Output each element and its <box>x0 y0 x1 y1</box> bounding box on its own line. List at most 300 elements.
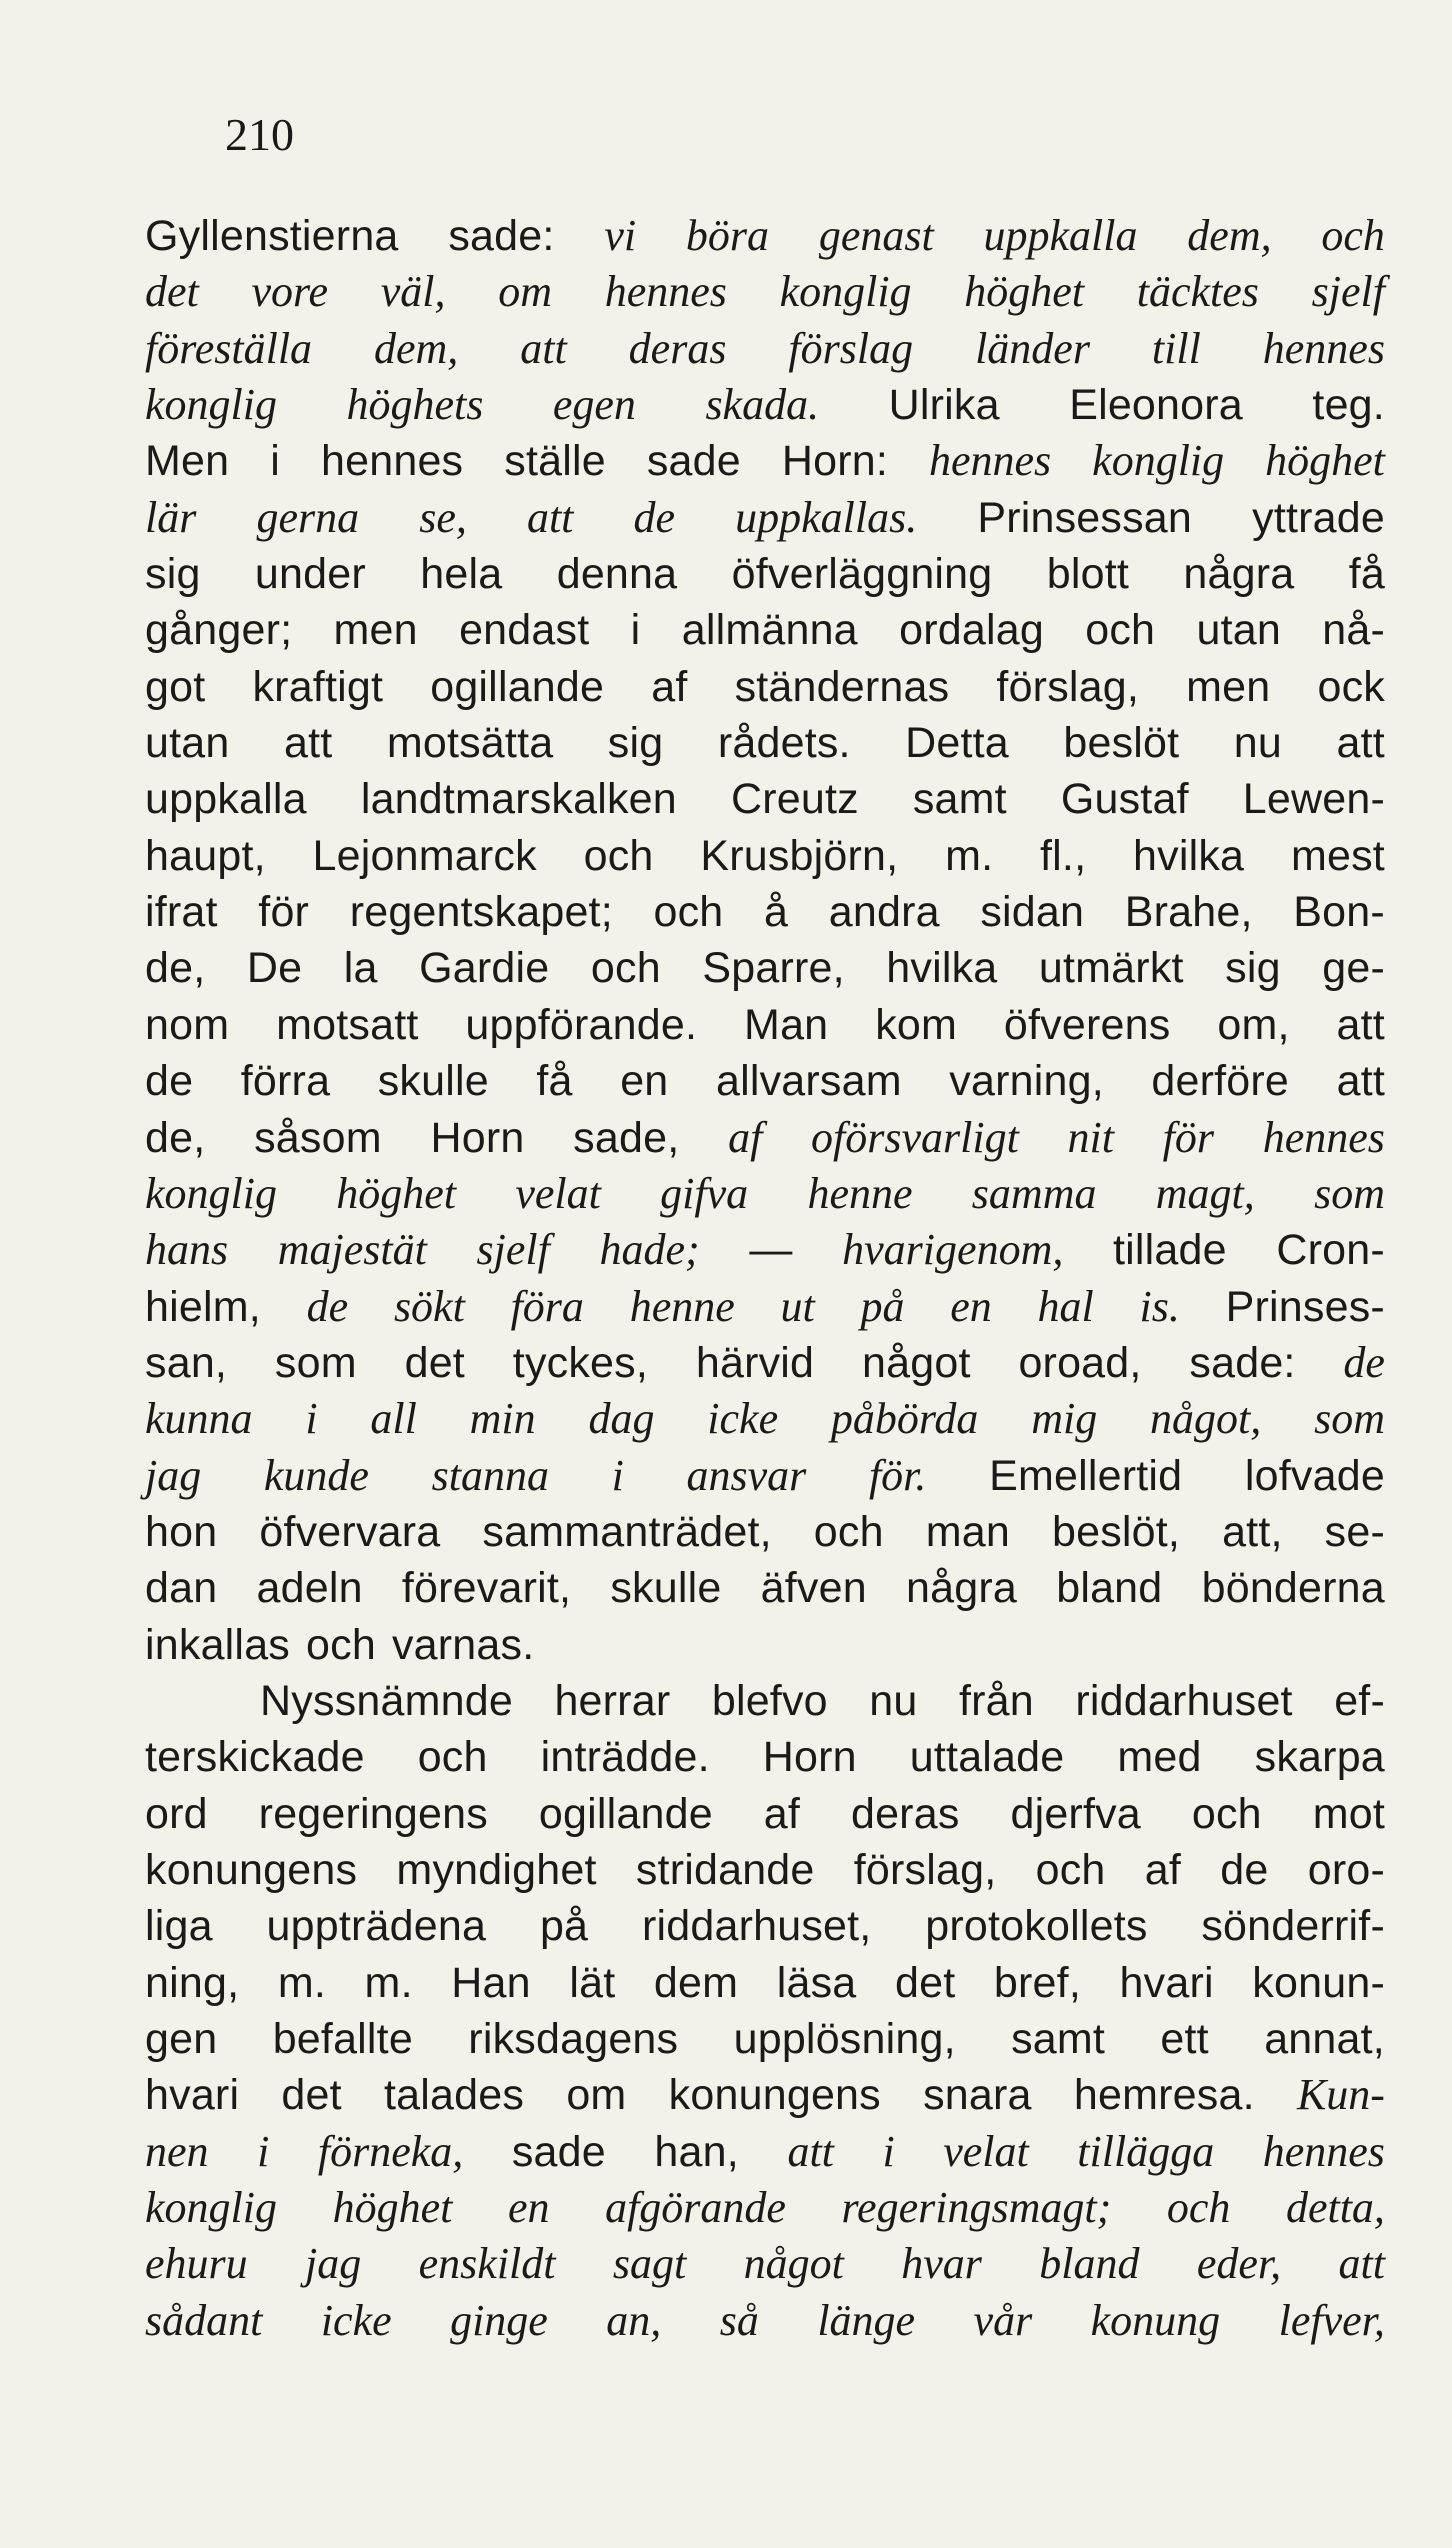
italic-word: velat <box>515 1168 601 1218</box>
word: stridande <box>635 1845 815 1894</box>
word: Brahe, <box>1124 888 1253 937</box>
word: äfven <box>760 1564 867 1613</box>
word: ställe <box>504 437 606 486</box>
italic-word: att <box>787 2126 834 2176</box>
word: att <box>283 719 333 768</box>
text-line <box>145 321 1385 377</box>
italic-word: konglig <box>779 267 912 317</box>
word: ning, <box>145 1958 240 2007</box>
word: endast <box>459 606 590 655</box>
word: Men <box>145 437 230 486</box>
word: man <box>925 1507 1010 1556</box>
italic-word: af <box>728 1112 763 1162</box>
word: men <box>1186 662 1271 711</box>
italic-word: icke <box>320 2295 392 2345</box>
word: härvid <box>695 1338 815 1387</box>
word: regeringens <box>258 1789 488 1838</box>
italic-word: uppkallas. <box>735 492 918 542</box>
italic-word: all <box>370 1394 417 1444</box>
italic-word: kunna <box>145 1394 253 1444</box>
italic-word: för. <box>868 1450 927 1500</box>
word: läsa <box>776 1958 857 2007</box>
word: landtmarskalken <box>360 775 677 824</box>
italic-word: ginge <box>450 2295 548 2345</box>
italic-word: afgörande <box>605 2183 786 2233</box>
word: sig <box>1225 944 1281 993</box>
word: och <box>1035 1845 1106 1894</box>
word: förra <box>240 1057 331 1106</box>
text-line <box>145 1786 1385 1842</box>
italic-word: ansvar <box>686 1450 807 1500</box>
word: skarpa <box>1254 1733 1385 1782</box>
word: Gustaf <box>1060 775 1189 824</box>
italic-word: henne <box>807 1168 913 1218</box>
word: ogillande <box>430 662 605 711</box>
word: och <box>813 1507 884 1556</box>
word: öfverens <box>1003 1000 1171 1049</box>
word: samt <box>912 775 1007 824</box>
word: Lejonmarck <box>312 831 537 880</box>
text-line <box>145 997 1385 1053</box>
italic-word: i <box>257 2126 270 2176</box>
word: annat, <box>1264 2015 1385 2063</box>
word: utan <box>145 719 230 768</box>
italic-word: i <box>882 2126 895 2176</box>
word: beslöt <box>1063 719 1180 768</box>
word: Creutz <box>730 775 859 824</box>
word: om <box>566 2071 627 2120</box>
italic-word: sökt <box>393 1281 465 1331</box>
word: öfverläggning <box>731 550 993 599</box>
word: fl., <box>1040 831 1087 880</box>
text-line <box>145 1842 1385 1898</box>
word: hvilka <box>886 944 998 993</box>
italic-word: dag <box>588 1394 655 1444</box>
italic-word: vore <box>251 267 329 317</box>
word: och <box>653 888 724 937</box>
word: sig <box>607 719 664 768</box>
word: herrar <box>554 1676 671 1725</box>
italic-word: sådant <box>145 2295 263 2345</box>
word: kom <box>875 1000 958 1049</box>
word: utan <box>1196 606 1281 655</box>
word: kraftigt <box>252 662 384 711</box>
text-line <box>145 264 1385 320</box>
italic-word: de <box>306 1281 349 1331</box>
word: Lewen- <box>1242 775 1385 824</box>
text-line <box>145 1955 1385 2011</box>
italic-word: väl, <box>380 267 446 317</box>
word: å <box>764 888 789 937</box>
italic-word: sagt <box>612 2239 687 2289</box>
text-line <box>145 828 1385 884</box>
word: rådets. <box>717 719 851 768</box>
word: några <box>906 1564 1018 1613</box>
italic-word: höghets <box>346 380 484 430</box>
word: mot <box>1312 1789 1385 1838</box>
italic-word: tillägga <box>1077 2126 1215 2176</box>
word: ifrat <box>145 888 218 937</box>
word: allmänna <box>681 606 858 655</box>
italic-word: enskildt <box>418 2239 556 2289</box>
text-line <box>145 1279 1385 1335</box>
text-line <box>145 771 1385 827</box>
word: Krusbjörn, <box>700 831 899 880</box>
italic-word: majestät <box>277 1225 427 1275</box>
word: de, <box>145 944 206 993</box>
word: se- <box>1324 1507 1385 1556</box>
italic-word: icke <box>707 1394 779 1444</box>
word: ef- <box>1334 1676 1385 1725</box>
italic-word: länge <box>817 2295 916 2345</box>
word: lät <box>569 1958 616 2007</box>
word: bland <box>1056 1564 1163 1613</box>
text-line <box>145 433 1385 489</box>
italic-word: ut <box>780 1281 815 1331</box>
italic-word: och <box>1321 211 1385 260</box>
word: hvari <box>145 2071 240 2120</box>
word: adeln <box>256 1564 363 1613</box>
word: det <box>281 2071 342 2120</box>
italic-word: eder, <box>1196 2239 1282 2289</box>
italic-word: som <box>1314 1394 1385 1444</box>
word: motsatt <box>276 1000 419 1049</box>
italic-word: se, <box>419 492 467 542</box>
word: i <box>270 437 280 486</box>
italic-word: höghet <box>964 267 1085 317</box>
italic-word: en <box>507 2183 550 2233</box>
word: sig <box>145 550 201 599</box>
italic-word: på <box>860 1281 905 1331</box>
word: teg. <box>1312 381 1385 430</box>
word: ord <box>145 1789 208 1838</box>
word: gen <box>145 2015 218 2063</box>
word: under <box>254 550 366 599</box>
text-line <box>145 1673 1385 1729</box>
italic-word: föra <box>510 1281 584 1331</box>
italic-word: förslag <box>788 323 914 373</box>
word: tillade <box>1112 1226 1227 1275</box>
word: Sparre, <box>702 944 845 993</box>
word: och <box>306 1620 376 1669</box>
text-line <box>145 2011 1385 2067</box>
italic-word: Kun- <box>1296 2070 1385 2120</box>
word: samt <box>1011 2015 1106 2063</box>
text-line <box>145 1504 1385 1560</box>
italic-word: så <box>719 2295 759 2345</box>
italic-word: oförsvarligt <box>811 1112 1019 1162</box>
word: blott <box>1046 550 1130 599</box>
word: att <box>1336 1057 1385 1106</box>
word: och <box>417 1733 488 1782</box>
text-line <box>145 884 1385 940</box>
text-line <box>145 1110 1385 1166</box>
italic-word: bland <box>1039 2239 1140 2289</box>
word: sade <box>646 437 741 486</box>
word: hennes <box>320 437 464 486</box>
word: bref, <box>993 1958 1081 2007</box>
word: allvarsam <box>715 1057 902 1106</box>
italic-word: hans <box>145 1225 229 1275</box>
word: san, <box>145 1338 228 1387</box>
text-line <box>145 546 1385 602</box>
word: ständernas <box>734 662 950 711</box>
word: Horn: <box>781 437 889 486</box>
italic-word: något <box>743 2239 844 2289</box>
italic-word: konung <box>1090 2295 1221 2345</box>
italic-word: vi <box>604 211 637 260</box>
italic-word: som <box>1314 1168 1385 1218</box>
word: gånger; <box>145 606 293 655</box>
word: — <box>749 1226 793 1275</box>
italic-word: lefver, <box>1278 2295 1385 2345</box>
italic-word: kunde <box>263 1450 369 1500</box>
italic-word: höghet <box>332 2183 453 2233</box>
italic-word: uppkalla <box>983 211 1138 260</box>
word: i <box>630 606 641 655</box>
word: dem <box>653 1958 739 2007</box>
word: beslöt, <box>1051 1507 1181 1556</box>
italic-word: lär <box>145 492 197 542</box>
word: Horn <box>430 1113 525 1162</box>
italic-word: länder <box>975 323 1090 373</box>
italic-word: an, <box>606 2295 662 2345</box>
word: regentskapet; <box>349 888 613 937</box>
italic-word: hennes <box>1262 323 1385 373</box>
word: haupt, <box>145 831 266 880</box>
italic-word: mig <box>1031 1394 1098 1444</box>
word: got <box>145 662 206 711</box>
word: Detta <box>905 719 1009 768</box>
text-line <box>145 2067 1385 2123</box>
italic-word: hvarigenom, <box>842 1225 1064 1275</box>
word: af <box>651 662 688 711</box>
word: djerfva <box>1010 1789 1141 1838</box>
word: ogillande <box>538 1789 713 1838</box>
italic-word: för <box>1162 1112 1215 1162</box>
text-line <box>145 1560 1385 1616</box>
word: hielm, <box>145 1282 261 1331</box>
word: ordalag <box>899 606 1044 655</box>
word: sammanträdet, <box>482 1507 772 1556</box>
word: Gardie <box>419 944 550 993</box>
body-text <box>145 208 1385 2349</box>
italic-word: dem, <box>1187 211 1272 260</box>
word: få <box>536 1057 573 1106</box>
word: konungens <box>668 2071 881 2120</box>
italic-word: höghet <box>336 1168 457 1218</box>
italic-word: påbörda <box>830 1394 979 1444</box>
word: nå- <box>1322 606 1385 655</box>
italic-word: och <box>1166 2183 1231 2233</box>
word: Man <box>744 1000 829 1049</box>
word: sönderrif- <box>1201 1902 1385 1951</box>
word: Prinses- <box>1225 1282 1385 1331</box>
italic-word: till <box>1151 323 1201 373</box>
italic-word: något, <box>1150 1394 1262 1444</box>
italic-word: ehuru <box>145 2239 248 2289</box>
text-line <box>145 1729 1385 1785</box>
word: terskickade <box>145 1733 365 1782</box>
word: från <box>958 1676 1034 1725</box>
word: att, <box>1222 1507 1283 1556</box>
word: skulle <box>610 1564 722 1613</box>
word: riddarhuset <box>1075 1676 1293 1725</box>
italic-word: stanna <box>431 1450 549 1500</box>
word: Bon- <box>1293 888 1385 937</box>
italic-word: nit <box>1067 1112 1114 1162</box>
italic-word: samma <box>971 1168 1097 1218</box>
word: lofvade <box>1244 1451 1385 1500</box>
word: riksdagens <box>468 2015 679 2063</box>
word: oro- <box>1307 1845 1385 1894</box>
word: Ulrika <box>888 381 1000 430</box>
italic-word: det <box>145 267 199 317</box>
italic-word: om <box>498 267 552 317</box>
word: det <box>894 1958 956 2007</box>
text-line <box>145 1448 1385 1504</box>
word: la <box>343 944 378 993</box>
word: konun- <box>1252 1958 1385 2007</box>
italic-word: magt, <box>1155 1168 1255 1218</box>
word: och <box>583 831 654 880</box>
word: Prinsessan <box>977 493 1193 542</box>
word: sade, <box>573 1113 680 1162</box>
word: förslag, <box>853 1845 997 1894</box>
word: varnas. <box>391 1620 535 1669</box>
word: ett <box>1160 2015 1209 2063</box>
text-line <box>145 1391 1385 1447</box>
text-line <box>145 2236 1385 2292</box>
word: m. <box>945 831 994 880</box>
italic-word: regeringsmagt; <box>841 2183 1112 2233</box>
italic-word: gerna <box>256 492 360 542</box>
italic-word: konglig <box>145 1168 277 1218</box>
word: nu <box>869 1676 918 1725</box>
text-line <box>145 2124 1385 2180</box>
italic-word: vår <box>973 2295 1033 2345</box>
word: hela <box>420 550 503 599</box>
italic-word: täcktes <box>1136 267 1259 317</box>
word: som <box>274 1338 357 1387</box>
word: hvilka <box>1133 831 1245 880</box>
word: sidan <box>980 888 1085 937</box>
italic-word: hade; <box>599 1225 700 1275</box>
text-line <box>145 490 1385 546</box>
italic-word: hal <box>1037 1281 1094 1331</box>
text-line <box>145 2180 1385 2236</box>
italic-word: jag <box>305 2239 362 2289</box>
text-line <box>145 1898 1385 1954</box>
word: uppförande. <box>465 1000 698 1049</box>
word: uppträdena <box>266 1902 487 1951</box>
word: att <box>1336 719 1385 768</box>
word: sade: <box>448 212 555 260</box>
word: för <box>258 888 310 937</box>
italic-word: föreställa <box>145 323 313 373</box>
text-line <box>145 377 1385 433</box>
word: Horn <box>762 1733 857 1782</box>
text-line <box>145 659 1385 715</box>
word: m. <box>277 1958 326 2007</box>
word: yttrade <box>1252 493 1385 542</box>
word: myndighet <box>396 1845 597 1894</box>
word: Han <box>451 1958 531 2007</box>
word: och <box>1085 606 1156 655</box>
italic-word: genast <box>818 211 934 260</box>
text-line <box>145 1617 1385 1673</box>
italic-word: egen <box>552 380 636 430</box>
word: motsätta <box>386 719 554 768</box>
italic-word: förneka, <box>317 2126 464 2176</box>
word: inkallas <box>145 1620 291 1669</box>
italic-word: jag <box>145 1450 202 1500</box>
italic-word: is. <box>1139 1281 1180 1331</box>
word: något <box>862 1338 971 1387</box>
word: Cron- <box>1276 1226 1385 1275</box>
word: blefvo <box>711 1676 828 1725</box>
italic-word: nen <box>145 2126 209 2176</box>
word: ge- <box>1322 944 1385 993</box>
word: af <box>1144 1845 1182 1894</box>
italic-word: hvar <box>901 2239 982 2289</box>
word: upplösning, <box>733 2015 956 2063</box>
word: m. <box>364 1958 413 2007</box>
word: oroad, <box>1018 1338 1142 1387</box>
text-line <box>145 1166 1385 1222</box>
word: utmärkt <box>1038 944 1184 993</box>
italic-word: sjelf <box>1311 267 1385 317</box>
word: och <box>590 944 661 993</box>
italic-word: de <box>1343 1337 1385 1387</box>
italic-word: hennes <box>1262 1112 1385 1162</box>
page-number: 210 <box>225 109 294 160</box>
word: sade <box>511 2127 606 2176</box>
italic-word: velat <box>943 2126 1029 2176</box>
italic-word: hennes <box>1262 2126 1385 2176</box>
word: de <box>145 1057 194 1106</box>
word: De <box>246 944 303 993</box>
word: uttalade <box>909 1733 1065 1782</box>
word: liga <box>145 1902 213 1951</box>
word: riddarhuset, <box>641 1902 872 1951</box>
word: det <box>404 1338 465 1387</box>
text-line <box>145 2293 1385 2349</box>
word: hemresa. <box>1073 2071 1255 2120</box>
word: mest <box>1290 831 1385 880</box>
word: varning, <box>949 1057 1104 1106</box>
word: hvari <box>1119 1958 1214 2007</box>
italic-word: henne <box>629 1281 735 1331</box>
word: derföre <box>1151 1057 1290 1106</box>
word: denna <box>556 550 678 599</box>
italic-word: skada. <box>705 380 820 430</box>
word: såsom <box>254 1113 382 1162</box>
word: några <box>1183 550 1295 599</box>
italic-word: konglig <box>145 2183 277 2233</box>
word: nu <box>1233 719 1283 768</box>
word: talades <box>384 2071 525 2120</box>
word: de, <box>145 1113 206 1162</box>
word: öfvervara <box>259 1507 441 1556</box>
word: om, <box>1217 1000 1290 1049</box>
word: ock <box>1317 662 1385 711</box>
word: få <box>1348 550 1385 599</box>
word: med <box>1117 1733 1202 1782</box>
italic-word: en <box>950 1281 992 1331</box>
word: dan <box>145 1564 218 1613</box>
text-line <box>145 1335 1385 1391</box>
